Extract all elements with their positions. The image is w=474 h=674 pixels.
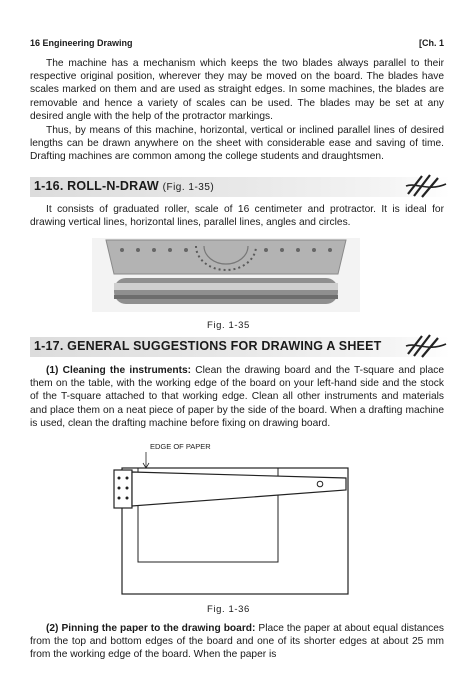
paragraph-roll-n-draw: It consists of graduated roller, scale of 16 centimeter and protractor. It is ideal for drawing vertical lines, horizontal lines, parallel lines, angles and circles. bbox=[30, 204, 444, 229]
edge-of-paper-label: EDGE OF PAPER bbox=[150, 442, 211, 451]
paragraph-machine-mechanism: The machine has a mechanism which keeps the two blades always parallel to their respective original position, wherever they may be moved on the board. The blades have scales marked on them and are used as straight edges. In some machines, the blades are removable and hence a variety of scales can be used. The blades may be set at any desired angle with the help of the protractor markings. bbox=[30, 58, 444, 122]
drawing-board-diagram bbox=[110, 440, 362, 598]
pen-scribble-icon bbox=[402, 172, 448, 200]
section-heading-general-suggestions bbox=[30, 337, 450, 357]
page-number-title: 16 Engineering Drawing bbox=[30, 38, 133, 48]
roll-n-draw-photo bbox=[92, 238, 360, 312]
heading-figure-ref: (Fig. 1-35) bbox=[162, 182, 215, 193]
paragraph-lead: (2) Pinning the paper to the drawing board: bbox=[46, 623, 256, 634]
section-heading-text bbox=[34, 179, 214, 193]
section-heading-text: 1-17. GENERAL SUGGESTIONS FOR DRAWING A SHEET bbox=[34, 339, 382, 353]
paragraph-cleaning-instruments bbox=[30, 364, 444, 430]
paragraph-pinning-paper bbox=[30, 622, 444, 662]
paragraph-lead: (1) Cleaning the instruments: bbox=[46, 365, 192, 376]
figure-1-36-caption: Fig. 1-36 bbox=[207, 604, 250, 615]
section-heading-roll-n-draw bbox=[30, 177, 450, 197]
pen-scribble-icon bbox=[402, 332, 448, 360]
chapter-label: [Ch. 1 bbox=[418, 38, 444, 48]
heading-title: 1-16. ROLL-N-DRAW bbox=[34, 179, 159, 193]
paragraph-body: Clean the drawing board and the T-square and place them on the table, with the working edge of the board on your left-hand side and the stock of the T-square attached to that working edge. Clean all other instruments and materials and place them on a neat piece of paper by the side of the board. When a drafting machine is used, clean the drafting machine before fixing on drawing board. bbox=[30, 365, 444, 429]
page-header bbox=[30, 38, 444, 52]
paragraph-machine-usage: Thus, by means of this machine, horizontal, vertical or inclined parallel lines of desired lengths can be drawn anywhere on the sheet with considerable ease and saving of time. Drafting machines are common among the college students and draughtsmen. bbox=[30, 125, 444, 163]
figure-1-35-caption: Fig. 1-35 bbox=[207, 320, 250, 331]
paragraph-body: Place the paper at about equal distances from the top and bottom edges of the board and one of its shorter edges at about 25 mm from the working edge of the board. When the paper is bbox=[30, 623, 444, 661]
